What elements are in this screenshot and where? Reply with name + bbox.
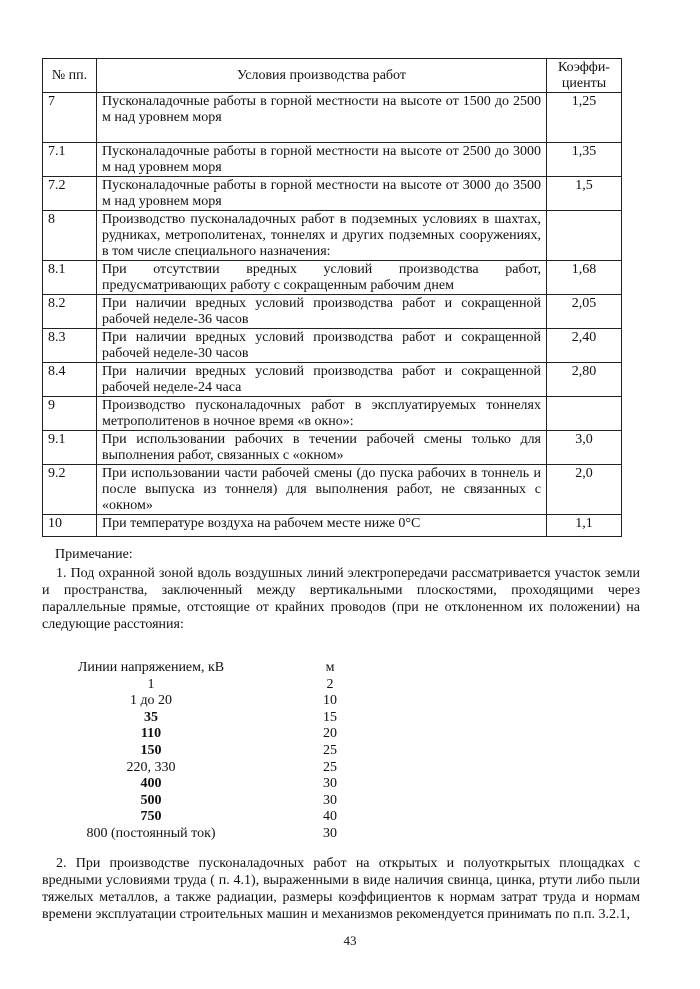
row-condition: При наличии вредных условий производства работ и сокращенной рабочей неделе-24 часа (97, 363, 547, 397)
row-condition: При наличии вредных условий производства работ и сокращенной рабочей неделе-36 часов (97, 295, 547, 329)
distance-value: 30 (323, 825, 337, 841)
table-row (43, 465, 622, 515)
distance-value: 25 (323, 759, 337, 775)
voltage-distance-table (62, 660, 380, 843)
row-number: 7 (43, 93, 97, 143)
table-row (43, 329, 622, 363)
row-coefficient: 1,1 (547, 515, 622, 537)
distance-value: 2 (326, 676, 334, 692)
distance-value: 25 (323, 742, 337, 758)
table-row (43, 295, 622, 329)
page-number: 43 (343, 933, 357, 948)
voltage-row (62, 710, 380, 727)
row-number: 8 (43, 211, 97, 261)
voltage-row (62, 809, 380, 826)
table-row (43, 143, 622, 177)
table-header-row (43, 59, 622, 93)
voltage-value: 1 (147, 676, 155, 692)
table-row (43, 515, 622, 537)
header-conditions: Условия производства работ (97, 59, 547, 93)
row-number: 10 (43, 515, 97, 537)
distance-value: 30 (323, 776, 337, 792)
row-condition: При температуре воздуха на рабочем месте ниже 0°С (97, 515, 547, 537)
row-number: 8.2 (43, 295, 97, 329)
voltage-row (62, 677, 380, 694)
row-condition: Пусконаладочные работы в горной местности на высоте от 1500 до 2500 м над уровнем моря (97, 93, 547, 143)
row-condition: При отсутствии вредных условий производства работ, предусматривающих работу с сокращенным рабочим днем (97, 261, 547, 295)
voltage-value: 150 (140, 742, 162, 758)
voltage-row (62, 760, 380, 777)
row-number: 9 (43, 397, 97, 431)
row-number: 7.1 (43, 143, 97, 177)
row-condition: При использовании части рабочей смены (до пуска рабочих в тоннель и после выпуска из тоннеля) для выполнения работ, не связанных с «окном» (97, 465, 547, 515)
voltage-row (62, 743, 380, 760)
table-row (43, 363, 622, 397)
row-condition: При использовании рабочих в течении рабочей смены только для выполнения работ, связанных с «окном» (97, 431, 547, 465)
voltage-table-header (62, 660, 380, 677)
distance-value: 10 (323, 693, 337, 709)
note-paragraph-1: 1. Под охранной зоной вдоль воздушных линий электропередачи рассматривается участок земли и пространства, заключенный между вертикальными плоскостями, проходящими через параллельные прямые, отстоящие от крайних проводов (при не отклоненном их положении) на следующие расстояния: (42, 566, 640, 632)
table-row (43, 261, 622, 295)
row-coefficient: 1,35 (547, 143, 622, 177)
row-coefficient: 1,25 (547, 93, 622, 143)
row-condition: Производство пусконаладочных работ в подземных условиях в шахтах, рудниках, метрополитенах, тоннелях и других подземных сооружениях, в том числе специального назначения: (97, 211, 547, 261)
table-row (43, 431, 622, 465)
voltage-row (62, 693, 380, 710)
row-coefficient: 3,0 (547, 431, 622, 465)
voltage-value: 1 до 20 (129, 693, 173, 709)
voltage-value: 500 (140, 792, 162, 808)
voltage-value: 400 (140, 776, 162, 792)
distance-header: м (325, 660, 335, 675)
coefficients-table (42, 58, 622, 537)
note-title: Примечание: (55, 547, 133, 562)
row-number: 8.1 (43, 261, 97, 295)
row-number: 7.2 (43, 177, 97, 211)
row-coefficient: 2,40 (547, 329, 622, 363)
row-coefficient: 1,5 (547, 177, 622, 211)
row-number: 9.2 (43, 465, 97, 515)
row-coefficient: 2,05 (547, 295, 622, 329)
voltage-row (62, 826, 380, 843)
voltage-value: 110 (140, 726, 162, 742)
distance-value: 15 (323, 709, 337, 725)
header-number: № пп. (43, 59, 97, 93)
voltage-value: 220, 330 (126, 759, 176, 775)
row-number: 8.4 (43, 363, 97, 397)
row-condition: Производство пусконаладочных работ в эксплуатируемых тоннелях метрополитенов в ночное время «в окно»: (97, 397, 547, 431)
voltage-row (62, 776, 380, 793)
row-coefficient: 2,0 (547, 465, 622, 515)
row-coefficient (547, 211, 622, 261)
distance-value: 40 (323, 809, 337, 825)
table-row (43, 397, 622, 431)
row-coefficient (547, 397, 622, 431)
row-number: 8.3 (43, 329, 97, 363)
header-coef-line: Коэффи- (558, 60, 610, 75)
header-coef-line: циенты (561, 76, 607, 91)
voltage-value: 750 (140, 809, 162, 825)
table-row (43, 211, 622, 261)
row-number: 9.1 (43, 431, 97, 465)
distance-value: 20 (323, 726, 337, 742)
voltage-value: 800 (постоянный ток) (86, 825, 216, 841)
row-condition: Пусконаладочные работы в горной местности на высоте от 2500 до 3000 м над уровнем моря (97, 143, 547, 177)
row-coefficient: 2,80 (547, 363, 622, 397)
table-row (43, 93, 622, 143)
row-coefficient: 1,68 (547, 261, 622, 295)
table-row (43, 177, 622, 211)
voltage-row (62, 793, 380, 810)
row-condition: Пусконаладочные работы в горной местности на высоте от 3000 до 3500 м над уровнем моря (97, 177, 547, 211)
voltage-value: 35 (144, 709, 158, 725)
voltage-row (62, 726, 380, 743)
note-paragraph-2: 2. При производстве пусконаладочных работ на открытых и полуоткрытых площадках с вредными условиями труда ( п. 4.1), выраженными в виде наличия свинца, цинка, ртути либо пыли тяжелых металлов, а также радиации, размеры коэффициентов к нормам затрат труда и нормам времени эксплуатации строительных машин и механизмов рекомендуется принимать по п.п. 3.2.1, (42, 856, 640, 922)
row-condition: При наличии вредных условий производства работ и сокращенной рабочей неделе-30 часов (97, 329, 547, 363)
header-coefficients (547, 59, 622, 93)
distance-value: 30 (323, 792, 337, 808)
voltage-header: Линии напряжением, кВ (77, 660, 225, 675)
